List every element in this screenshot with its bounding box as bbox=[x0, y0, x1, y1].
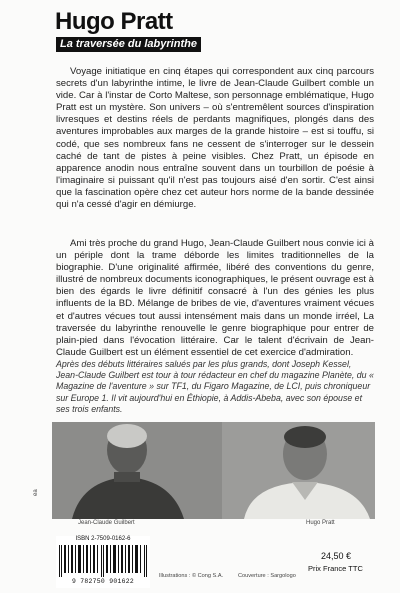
book-title: Hugo Pratt bbox=[55, 8, 173, 35]
barcode-block bbox=[56, 536, 150, 588]
photo-caption-right: Hugo Pratt bbox=[306, 520, 335, 526]
ean-number: 9 782750 901622 bbox=[71, 578, 135, 585]
credit-cover: Couverture : Sargologo bbox=[238, 573, 296, 579]
author-bio: Après des débuts littéraires salués par les plus grands, dont Joseph Kessel, Jean-Claude Guilbert est tour à tour rédacteur en chef du magazine Planète, du « Magazine de l'aventure » sur TF1, du Figaro Magazine, de LCI, puis chroniqueur sur Europe 1. Il vit aujourd'hui en Éthiopie, à Addis-Abeba, avec son épouse et ses trois enfants. bbox=[56, 359, 374, 414]
side-code: ea bbox=[33, 489, 39, 496]
barcode-icon bbox=[59, 545, 147, 577]
isbn-label: ISBN 2-7509-0162-6 bbox=[75, 536, 131, 542]
photo-illustration bbox=[52, 422, 375, 519]
price: 24,50 € bbox=[321, 551, 352, 561]
author-photo bbox=[52, 422, 375, 519]
photo-caption-left: Jean-Claude Guilbert bbox=[78, 520, 135, 526]
price-label: Prix France TTC bbox=[308, 564, 363, 573]
credit-illustrations: Illustrations : © Cong S.A. bbox=[159, 573, 224, 579]
blurb-paragraph-2: Ami très proche du grand Hugo, Jean-Claude Guilbert nous convie ici à un périple dont la trame déborde les limites traditionnelles de la biographie. D'une originalité affirmée, libéré des conventions du genre, illustré de nombreux documents iconographiques, le présent ouvrage est à bien des égards le livre définitif consacré à l'un des génies les plus influents de la BD. Mélange de bribes de vie, d'aventures vraiment vécues et d'autres vécues tout aussi intensément mais dans un monde irréel, La traversée du labyrinthe renouvelle le genre biographique pour entrer de plain-pied dans l'évocation littéraire. Car le talent d'écrivain de Jean-Claude Guilbert est un élément essentiel de cet exercice d'admiration. bbox=[56, 238, 374, 358]
blurb-paragraph-1: Voyage initiatique en cinq étapes qui correspondent aux cinq parcours secrets d'un labyrinthe intime, le livre de Jean-Claude Guilbert comble un vide. Car à l'instar de Corto Maltese, son personnage emblématique, Hugo Pratt est un mystère. Son univers – où s'entremêlent sources d'inspiration livresques et destins réels de perdants magnifiques, plongés dans des aventures improbables aux marges de la grande histoire – est si touffu, si codé, que ses nombreux fans ne cessent de s'interroger sur le dessein caché de tant de pistes à peine visibles. Chez Pratt, un épisode en apparence anodin nous entraîne souvent dans un tourbillon de poésie à l'imaginaire si puissant qu'il n'est pas toujours aisé d'en sortir. C'est ainsi que la fascination opère chez cet auteur hors norme de la bande dessinée qui n'a cessé d'agir en démiurge. bbox=[56, 66, 374, 211]
book-subtitle: La traversée du labyrinthe bbox=[56, 37, 201, 52]
